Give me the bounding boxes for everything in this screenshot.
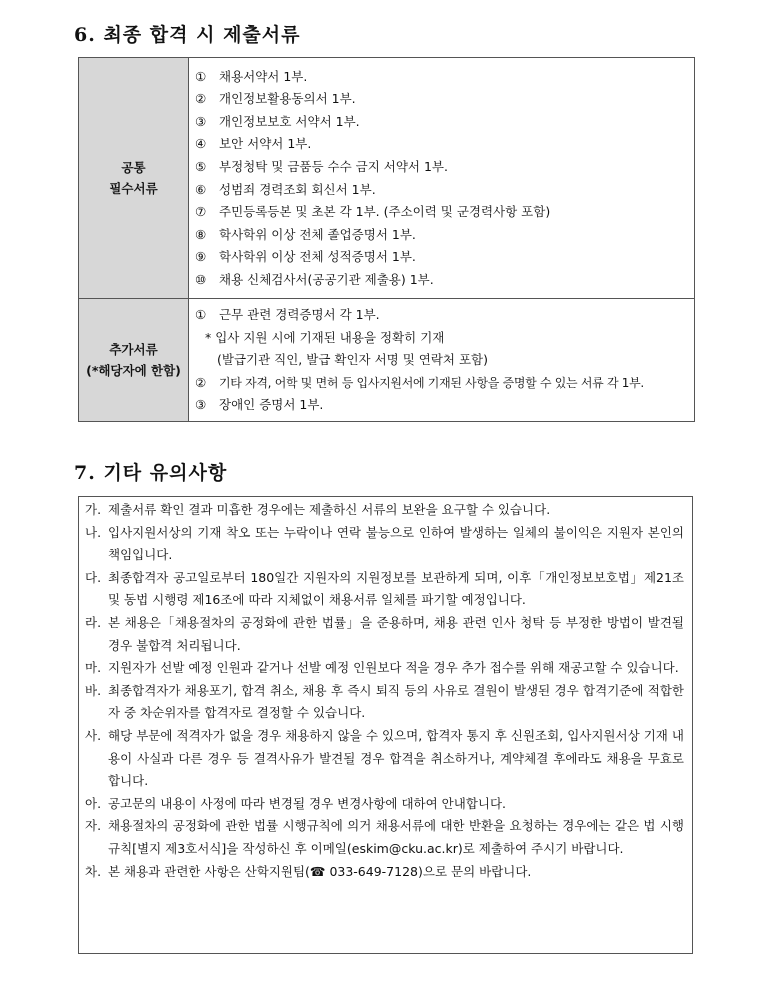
list-item: ③ 개인정보보호 서약서 1부. (195, 113, 360, 129)
list-item: ⑩ 채용 신체검사서(공공기관 제출용) 1부. (195, 271, 434, 287)
common-documents-label: 공통 필수서류 (79, 58, 189, 299)
additional-documents-label: 추가서류 (*해당자에 한함) (79, 299, 189, 422)
list-item: ② 개인정보활용동의서 1부. (195, 91, 356, 107)
documents-table (78, 57, 695, 422)
list-item: ⑤ 부정청탁 및 금품등 수수 금지 서약서 1부. (195, 158, 448, 174)
list-item: ① 근무 관련 경력증명서 각 1부. (195, 307, 380, 322)
common-documents-list (189, 58, 695, 299)
note-item: 가. 제출서류 확인 결과 미흡한 경우에는 제출하신 서류의 보완을 요구할 수 있습니다. (85, 502, 551, 517)
note-item: 사. 해당 부문에 적격자가 없을 경우 채용하지 않을 수 있으며, 합격자 통지 후 신원조회, 입사지원서상 기재 내용이 사실과 다른 경우 등 결격사유가 발견될 경우 합격을 취소하거나, 계약체결 후에라도 채용을 무효로 합니다. (85, 727, 684, 789)
list-item: ④ 보안 서약서 1부. (195, 136, 312, 152)
list-item: ② 기타 자격, 어학 및 면허 등 입사지원서에 기재된 사항을 증명할 수 있는 서류 각 1부. (195, 374, 644, 390)
list-item: ⑥ 성범죄 경력조회 회신서 1부. (195, 181, 376, 197)
note-item: 아. 공고문의 내용이 사정에 따라 변경될 경우 변경사항에 대하여 안내합니다. (85, 795, 507, 811)
common-documents-row (79, 58, 695, 299)
list-item: ① 채용서약서 1부. (195, 68, 308, 84)
section-7-heading: 7. 기타 유의사항 (74, 462, 228, 484)
note-item: 바. 최종합격자가 채용포기, 합격 취소, 채용 후 즉시 퇴직 등의 사유로 결원이 발생된 경우 합격기준에 적합한 자 중 차순위자를 합격자로 결정할 수 있습니다. (85, 682, 684, 721)
notes-box (78, 496, 693, 954)
note-item: 라. 본 채용은「채용절차의 공정화에 관한 법률」을 준용하며, 채용 관련 인사 청탁 등 부정한 방법이 발견될 경우 불합격 처리됩니다. (85, 614, 684, 653)
additional-documents-row (79, 299, 695, 422)
note-item: 마. 지원자가 선발 예정 인원과 같거나 선발 예정 인원보다 적을 경우 추가 접수를 위해 재공고할 수 있습니다. (85, 660, 679, 676)
note-item: 자. 채용절차의 공정화에 관한 법률 시행규칙에 의거 채용서류에 대한 반환을 요청하는 경우에는 같은 법 시행규칙[별지 제3호서식]을 작성하신 후 이메일(eskim@cku.ac.kr)로 제출하여 주시기 바랍니다. (85, 818, 684, 856)
section-6-heading: 6. 최종 합격 시 제출서류 (74, 24, 301, 46)
note-item: 차. 본 채용과 관련한 사항은 산학지원팀(☎ 033-649-7128)으로 문의 바랍니다. (85, 863, 532, 879)
list-note: (발급기관 직인, 발급 확인자 서명 및 연락처 포함) (217, 352, 488, 368)
list-item: ③ 장애인 증명서 1부. (195, 397, 324, 413)
list-item: ⑨ 학사학위 이상 전체 성적증명서 1부. (195, 249, 416, 265)
list-item: ⑦ 주민등록등본 및 초본 각 1부. (주소이력 및 군경력사항 포함) (195, 204, 551, 220)
additional-documents-list (189, 299, 695, 422)
note-item: 나. 입사지원서상의 기재 착오 또는 누락이나 연락 불능으로 인하여 발생하는 일체의 불이익은 지원자 본인의 책임입니다. (85, 524, 684, 563)
list-item: ⑧ 학사학위 이상 전체 졸업증명서 1부. (195, 226, 416, 242)
list-note: * 입사 지원 시에 기재된 내용을 정확히 기재 (205, 329, 445, 345)
note-item: 다. 최종합격자 공고일로부터 180일간 지원자의 지원정보를 보관하게 되며, 이후「개인정보보호법」제21조 및 동법 시행령 제16조에 따라 지체없이 채용서류 일체를 파기할 예정입니다. (85, 569, 684, 608)
